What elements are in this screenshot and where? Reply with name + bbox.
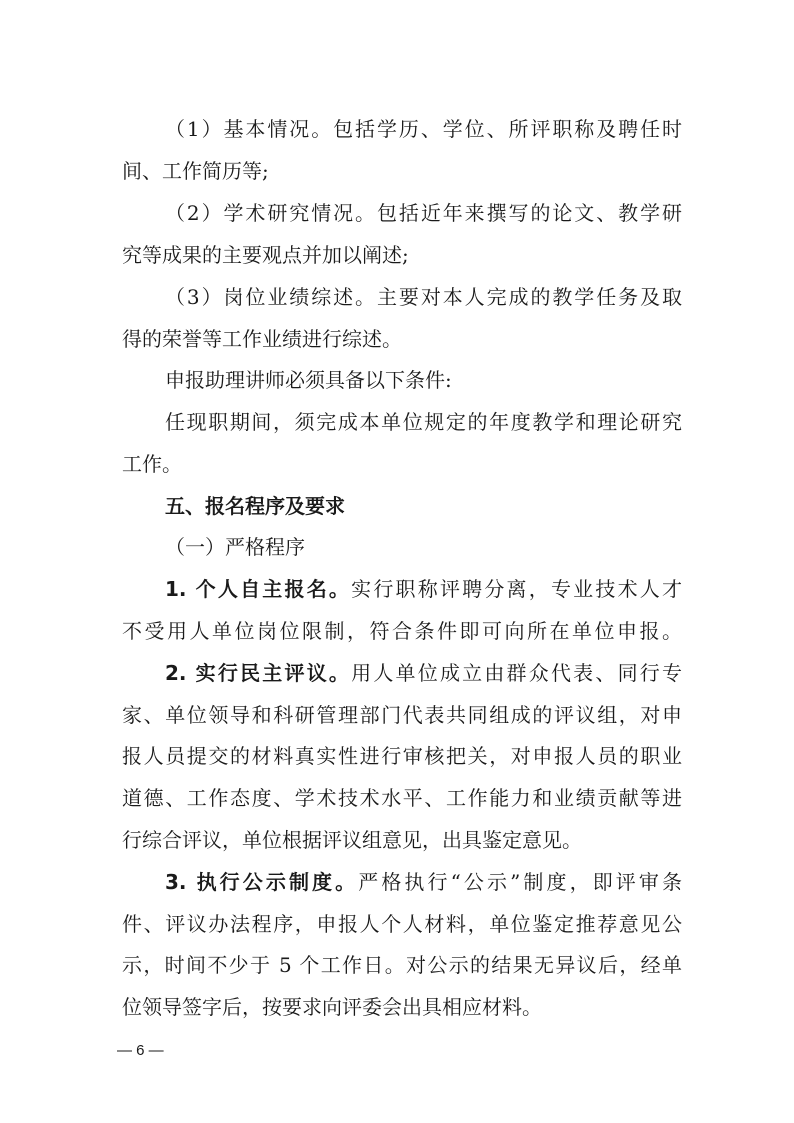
item-3-title: 3. 执行公示制度。 (165, 870, 359, 894)
paragraph-4-line-1: 申报助理讲师必须具备以下条件: (165, 368, 452, 392)
paragraph-5-line-1: 任现职期间，须完成本单位规定的年度教学和理论研究 (165, 410, 682, 434)
item-3-line-1-text: 严格执行“公示”制度，即评审条 (358, 870, 682, 894)
item-3-line-2: 件、评议办法程序，申报人个人材料，单位鉴定推荐意见公 (122, 912, 682, 936)
item-2-title: 2. 实行民主评议。 (165, 661, 352, 685)
paragraph-5-line-2: 工作。 (122, 452, 182, 476)
item-1-line-1-text: 实行职称评聘分离，专业技术人才 (351, 577, 682, 601)
item-3-line-3: 示，时间不少于 5 个工作日。对公示的结果无异议后，经单 (122, 953, 682, 977)
item-3-line-1 (165, 868, 682, 896)
paragraph-2-line-1: （2）学术研究情况。包括近年来撰写的论文、教学研 (165, 201, 682, 225)
paragraph-1-line-2: 间、工作简历等; (122, 159, 269, 183)
item-3-line-4: 位领导签字后，按要求向评委会出具相应材料。 (122, 995, 542, 1019)
paragraph-1-line-1: （1）基本情况。包括学历、学位、所评职称及聘任时 (165, 117, 682, 141)
item-1-line-2: 不受用人单位岗位限制，符合条件即可向所在单位申报。 (122, 619, 682, 643)
sub-heading: （一）严格程序 (165, 535, 305, 559)
paragraph-2-line-2: 究等成果的主要观点并加以阐述; (122, 243, 409, 267)
item-2-line-1-text: 用人单位成立由群众代表、同行专 (351, 661, 682, 685)
item-1-line-1 (165, 575, 682, 603)
item-2-line-5: 行综合评议，单位根据评议组意见，出具鉴定意见。 (122, 828, 582, 852)
paragraph-3-line-2: 得的荣誉等工作业绩进行综述。 (122, 327, 402, 351)
item-2-line-3: 报人员提交的材料真实性进行审核把关，对申报人员的职业 (122, 744, 682, 768)
item-2-line-2: 家、单位领导和科研管理部门代表共同组成的评议组，对申 (122, 703, 682, 727)
item-1-title: 1. 个人自主报名。 (165, 577, 352, 601)
page-number: — 6 — (117, 1042, 164, 1059)
paragraph-3-line-1: （3）岗位业绩综述。主要对本人完成的教学任务及取 (165, 285, 682, 309)
item-2-line-1 (165, 659, 682, 687)
section-heading: 五、报名程序及要求 (165, 494, 345, 518)
item-2-line-4: 道德、工作态度、学术技术水平、工作能力和业绩贡献等进 (122, 786, 682, 810)
